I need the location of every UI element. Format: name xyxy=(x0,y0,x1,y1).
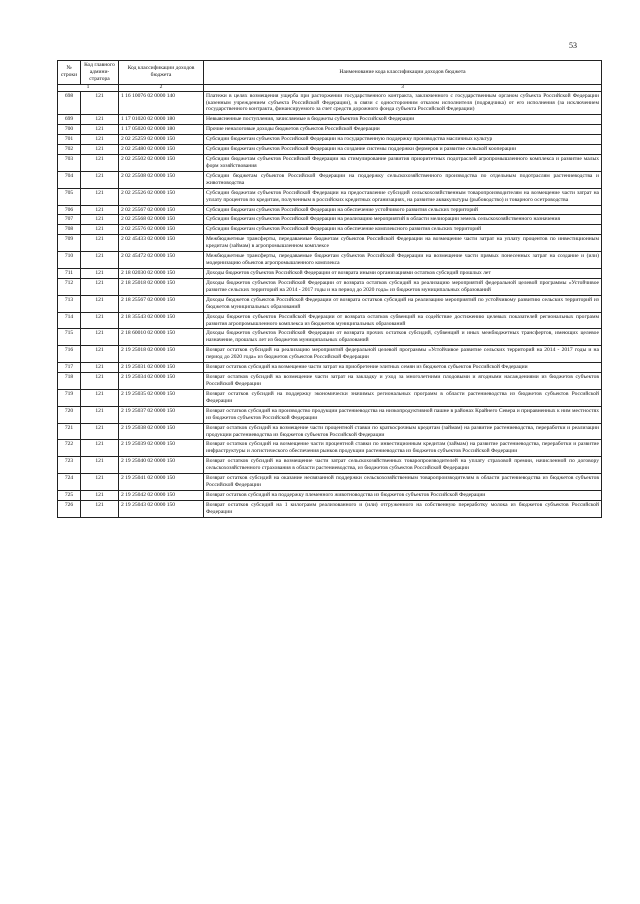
code-name: Субсидии бюджетам субъектов Российской Федерации на обеспечение комплексного развития сельских территорий xyxy=(204,225,602,235)
code-name: Доходы бюджетов субъектов Российской Федерации от возврата остатков субсидий на реализацию мероприятий федеральной целевой программы «Устойчивое развитие сельских территорий на 2014 - 2017 годы и на период до 2020 года» из бюджетов муниципальных образований xyxy=(204,278,602,295)
admin-code: 121 xyxy=(81,205,119,215)
table-row xyxy=(58,474,602,491)
code-name: Субсидии бюджетам субъектов Российской Федерации на государственную поддержку производства масличных культур xyxy=(204,135,602,145)
row-number: 707 xyxy=(58,215,81,225)
classification-code: 2 02 45472 02 0000 150 xyxy=(119,252,204,269)
table-row xyxy=(58,215,602,225)
classification-code: 2 18 25018 02 0000 150 xyxy=(119,278,204,295)
code-name: Межбюджетные трансферты, передаваемые бюджетам субъектов Российской Федерации на возмещение части затрат на уплату процентов по инвестиционным кредитам (займам) в агропромышленном комплексе xyxy=(204,235,602,252)
header-row-number: № строки xyxy=(58,61,81,85)
header-code-name: Наименование кода классификации доходов бюджета xyxy=(204,61,602,85)
classification-code: 2 19 25042 02 0000 150 xyxy=(119,490,204,500)
row-number: 712 xyxy=(58,278,81,295)
admin-code: 121 xyxy=(81,329,119,346)
code-name: Возврат остатков субсидий на возмещение части затрат на закладку и уход за многолетними плодовыми и ягодными насаждениями из бюджетов субъектов Российской Федерации xyxy=(204,373,602,390)
classification-code: 2 02 25259 02 0000 150 xyxy=(119,135,204,145)
table-row xyxy=(58,490,602,500)
row-number: 709 xyxy=(58,235,81,252)
table-row xyxy=(58,252,602,269)
code-name: Возврат остатков субсидий на 1 килограмм реализованного и (или) отгруженного на собственную переработку молока из бюджетов субъектов Российской Федерации xyxy=(204,500,602,517)
code-name: Возврат остатков субсидий на возмещение части процентной ставки по инвестиционным кредитам (займам) на развитие растениеводства, переработки и развитие инфраструктуры и логистического обеспечения рынков продукции растениеводства из бюджетов субъектов Российской Федерации xyxy=(204,440,602,457)
code-name: Возврат остатков субсидий на поддержку экономически значимых региональных программ в области растениеводства из бюджетов субъектов Российской Федерации xyxy=(204,389,602,406)
code-name: Возврат остатков субсидий на возмещение части затрат сельскохозяйственных товаропроизводителей на уплату страховой премии, начисленной по договору сельскохозяйственного страхования в области растениеводства, из бюджетов субъектов Российской Федерации xyxy=(204,457,602,474)
classification-code: 2 19 25034 02 0000 150 xyxy=(119,373,204,390)
code-name: Прочие неналоговые доходы бюджетов субъектов Российской Федерации xyxy=(204,125,602,135)
column-number-2: 2 xyxy=(119,84,204,91)
code-name: Возврат остатков субсидий на оказание несвязанной поддержки сельскохозяйственным товаропроизводителям в области растениеводства из бюджетов субъектов Российской Федерации xyxy=(204,474,602,491)
admin-code: 121 xyxy=(81,363,119,373)
admin-code: 121 xyxy=(81,373,119,390)
admin-code: 121 xyxy=(81,278,119,295)
table-row xyxy=(58,269,602,279)
row-number: 711 xyxy=(58,269,81,279)
row-number: 705 xyxy=(58,188,81,205)
classification-code: 2 19 25041 02 0000 150 xyxy=(119,474,204,491)
code-name: Субсидии бюджетам субъектов Российской Федерации на поддержку сельскохозяйственного производства по отдельным подотраслям растениеводства и животноводства xyxy=(204,171,602,188)
table-body xyxy=(58,91,602,517)
table-row xyxy=(58,295,602,312)
table-row xyxy=(58,423,602,440)
column-number-3: 3 xyxy=(204,84,602,91)
admin-code: 121 xyxy=(81,490,119,500)
row-number: 706 xyxy=(58,205,81,215)
classification-code: 2 18 60010 02 0000 150 xyxy=(119,329,204,346)
table-row xyxy=(58,235,602,252)
row-number: 703 xyxy=(58,155,81,172)
admin-code: 121 xyxy=(81,440,119,457)
code-name: Субсидии бюджетам субъектов Российской Федерации на предоставление субсидий сельскохозяйственным товаропроизводителям на возмещение части затрат на уплату процентов по кредитам, полученным в российских кредитных организациях, на развитие аквакультуры (рыбоводство) и товарного осетроводства xyxy=(204,188,602,205)
admin-code: 121 xyxy=(81,269,119,279)
classification-code: 1 16 10076 02 0000 140 xyxy=(119,91,204,115)
admin-code: 121 xyxy=(81,252,119,269)
admin-code: 121 xyxy=(81,215,119,225)
table-row xyxy=(58,389,602,406)
admin-code: 121 xyxy=(81,171,119,188)
table-row xyxy=(58,329,602,346)
row-number: 713 xyxy=(58,295,81,312)
header-admin-code: Код главного админи-стратора xyxy=(81,61,119,85)
classification-code: 2 18 02030 02 0000 150 xyxy=(119,269,204,279)
row-number: 725 xyxy=(58,490,81,500)
table-row xyxy=(58,312,602,329)
table-row xyxy=(58,188,602,205)
code-name: Субсидии бюджетам субъектов Российской Федерации на стимулирование развития приоритетных подотраслей агропромышленного комплекса и развитие малых форм хозяйствования xyxy=(204,155,602,172)
row-number: 714 xyxy=(58,312,81,329)
table-row xyxy=(58,115,602,125)
admin-code: 121 xyxy=(81,474,119,491)
table-row xyxy=(58,91,602,115)
admin-code: 121 xyxy=(81,295,119,312)
code-name: Доходы бюджетов субъектов Российской Федерации от возврата остатков субсидий на реализацию мероприятий по устойчивому развитию сельских территорий из бюджетов муниципальных образований xyxy=(204,295,602,312)
row-number: 699 xyxy=(58,115,81,125)
classification-code: 2 02 25502 02 0000 150 xyxy=(119,155,204,172)
classification-code: 1 17 01020 02 0000 180 xyxy=(119,115,204,125)
row-number: 719 xyxy=(58,389,81,406)
code-name: Субсидии бюджетам субъектов Российской Федерации на реализацию мероприятий в области мелиорации земель сельскохозяйственного назначения xyxy=(204,215,602,225)
table-row xyxy=(58,278,602,295)
row-number: 704 xyxy=(58,171,81,188)
admin-code: 121 xyxy=(81,225,119,235)
row-number: 722 xyxy=(58,440,81,457)
table-row xyxy=(58,346,602,363)
code-name: Межбюджетные трансферты, передаваемые бюджетам субъектов Российской Федерации на возмещение части прямых понесенных затрат на создание и (или) модернизацию объектов агропромышленного комплекса xyxy=(204,252,602,269)
row-number: 715 xyxy=(58,329,81,346)
table-row xyxy=(58,171,602,188)
row-number: 723 xyxy=(58,457,81,474)
table-row xyxy=(58,135,602,145)
column-number-1: 1 xyxy=(58,84,119,91)
row-number: 726 xyxy=(58,500,81,517)
code-name: Платежи в целях возмещения ущерба при расторжении государственного контракта, заключенного с государственным органом субъекта Российской Федерации (казенным учреждением субъекта Российской Федерации), в связи с односторонним отказом исполнителя (подрядчика) от его исполнения (за исключением государственного контракта, финансируемого за счет средств дорожного фонда субъекта Российской Федерации) xyxy=(204,91,602,115)
admin-code: 121 xyxy=(81,115,119,125)
table-row xyxy=(58,145,602,155)
row-number: 718 xyxy=(58,373,81,390)
admin-code: 121 xyxy=(81,145,119,155)
code-name: Возврат остатков субсидий на возмещение части процентной ставки по краткосрочным кредитам (займам) на развитие растениеводства, переработки и реализации продукции растениеводства из бюджетов субъектов Российской Федерации xyxy=(204,423,602,440)
row-number: 708 xyxy=(58,225,81,235)
admin-code: 121 xyxy=(81,389,119,406)
table-row xyxy=(58,406,602,423)
table-row xyxy=(58,155,602,172)
revenue-classification-table xyxy=(57,60,602,518)
classification-code: 2 19 25043 02 0000 150 xyxy=(119,500,204,517)
table-row xyxy=(58,373,602,390)
code-name: Возврат остатков субсидий на реализацию мероприятий федеральной целевой программы «Устойчивое развитие сельских территорий на 2014 - 2017 годы и на период до 2020 года» из бюджетов субъектов Российской Федерации xyxy=(204,346,602,363)
row-number: 701 xyxy=(58,135,81,145)
admin-code: 121 xyxy=(81,135,119,145)
admin-code: 121 xyxy=(81,406,119,423)
classification-code: 2 02 25567 02 0000 150 xyxy=(119,205,204,215)
table-row xyxy=(58,225,602,235)
row-number: 724 xyxy=(58,474,81,491)
code-name: Доходы бюджетов субъектов Российской Федерации от возврата иными организациями остатков субсидий прошлых лет xyxy=(204,269,602,279)
row-number: 717 xyxy=(58,363,81,373)
classification-code: 2 02 25576 02 0000 150 xyxy=(119,225,204,235)
table-row xyxy=(58,500,602,517)
classification-code: 2 19 25031 02 0000 150 xyxy=(119,363,204,373)
page-number: 53 xyxy=(569,41,577,50)
code-name: Невыясненные поступления, зачисляемые в бюджеты субъектов Российской Федерации xyxy=(204,115,602,125)
table-row xyxy=(58,205,602,215)
table-row xyxy=(58,457,602,474)
admin-code: 121 xyxy=(81,125,119,135)
admin-code: 121 xyxy=(81,235,119,252)
classification-code: 2 19 25035 02 0000 150 xyxy=(119,389,204,406)
classification-code: 1 17 05020 02 0000 180 xyxy=(119,125,204,135)
code-name: Доходы бюджетов субъектов Российской Федерации от возврата прочих остатков субсидий, субвенций и иных межбюджетных трансфертов, имеющих целевое назначение, прошлых лет из бюджетов муниципальных образований xyxy=(204,329,602,346)
admin-code: 121 xyxy=(81,346,119,363)
classification-code: 2 19 25018 02 0000 150 xyxy=(119,346,204,363)
admin-code: 121 xyxy=(81,423,119,440)
admin-code: 121 xyxy=(81,91,119,115)
row-number: 698 xyxy=(58,91,81,115)
classification-code: 2 02 25526 02 0000 150 xyxy=(119,188,204,205)
table-row xyxy=(58,125,602,135)
admin-code: 121 xyxy=(81,457,119,474)
classification-code: 2 02 25508 02 0000 150 xyxy=(119,171,204,188)
admin-code: 121 xyxy=(81,312,119,329)
code-name: Возврат остатков субсидий на поддержку племенного животноводства из бюджетов субъектов Российской Федерации xyxy=(204,490,602,500)
row-number: 710 xyxy=(58,252,81,269)
table-row xyxy=(58,440,602,457)
table-row xyxy=(58,363,602,373)
row-number: 720 xyxy=(58,406,81,423)
classification-code: 2 19 25037 02 0000 150 xyxy=(119,406,204,423)
classification-code: 2 02 25480 02 0000 150 xyxy=(119,145,204,155)
code-name: Субсидии бюджетам субъектов Российской Федерации на создание системы поддержки фермеров и развитие сельской кооперации xyxy=(204,145,602,155)
admin-code: 121 xyxy=(81,500,119,517)
classification-code: 2 02 25568 02 0000 150 xyxy=(119,215,204,225)
classification-code: 2 02 45433 02 0000 150 xyxy=(119,235,204,252)
code-name: Возврат остатков субсидий на производство продукции растениеводства на низкопродуктивной пашне в районах Крайнего Севера и приравненных к ним местностях из бюджетов субъектов Российской Федерации xyxy=(204,406,602,423)
row-number: 716 xyxy=(58,346,81,363)
row-number: 700 xyxy=(58,125,81,135)
admin-code: 121 xyxy=(81,155,119,172)
header-row xyxy=(58,61,602,85)
classification-code: 2 19 25038 02 0000 150 xyxy=(119,423,204,440)
classification-code: 2 19 25039 02 0000 150 xyxy=(119,440,204,457)
classification-code: 2 19 25040 02 0000 150 xyxy=(119,457,204,474)
row-number: 721 xyxy=(58,423,81,440)
row-number: 702 xyxy=(58,145,81,155)
classification-code: 2 18 25567 02 0000 150 xyxy=(119,295,204,312)
code-name: Возврат остатков субсидий на возмещение части затрат на приобретение элитных семян из бюджетов субъектов Российской Федерации xyxy=(204,363,602,373)
code-name: Доходы бюджетов субъектов Российской Федерации от возврата остатков субвенций на содействие достижению целевых показателей региональных программ развития агропромышленного комплекса из бюджетов муниципальных образований xyxy=(204,312,602,329)
classification-code: 2 18 35543 02 0000 150 xyxy=(119,312,204,329)
admin-code: 121 xyxy=(81,188,119,205)
header-classification-code: Код классификации доходов бюджета xyxy=(119,61,204,85)
code-name: Субсидии бюджетам субъектов Российской Федерации на обеспечение устойчивого развития сельских территорий xyxy=(204,205,602,215)
column-number-row xyxy=(58,84,602,91)
